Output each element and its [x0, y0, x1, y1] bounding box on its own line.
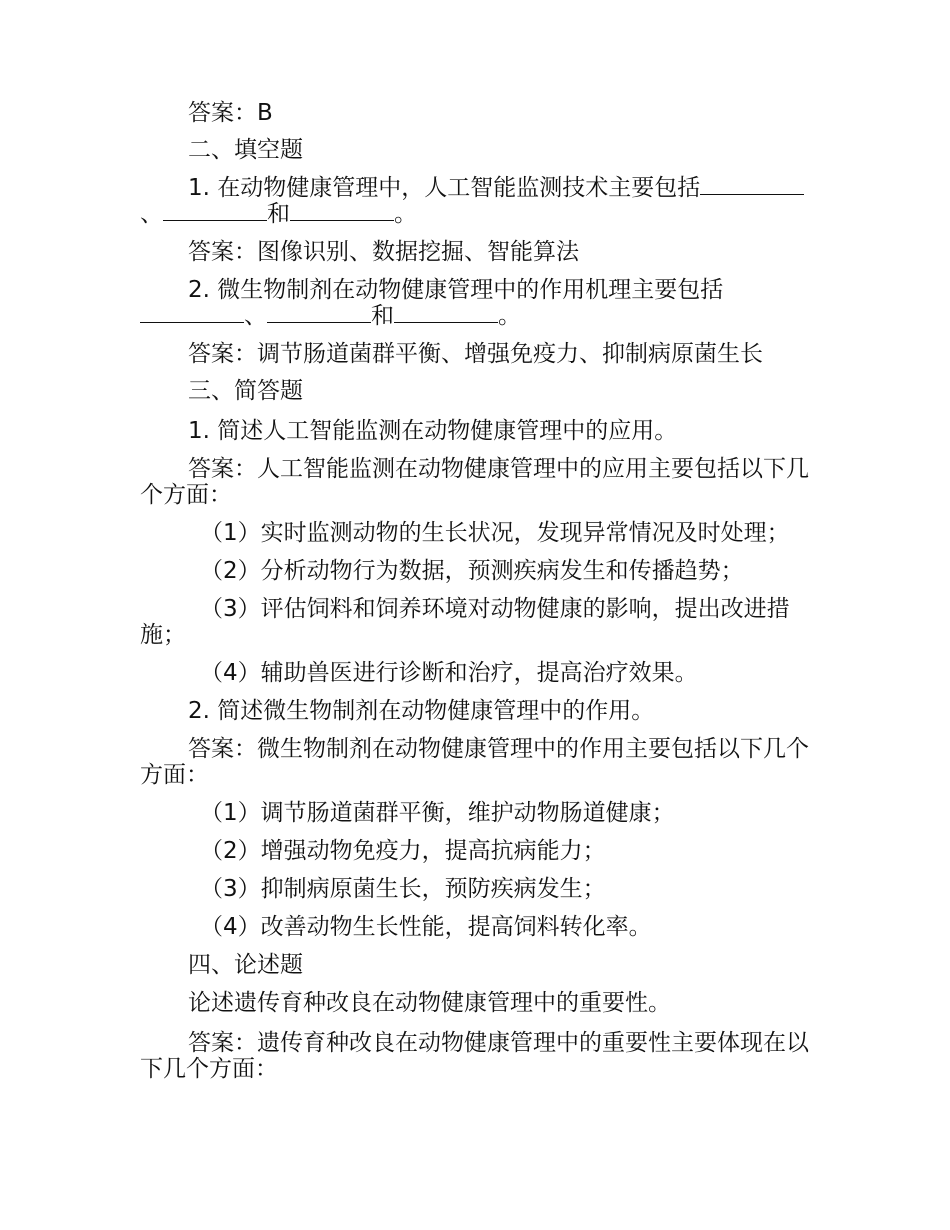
conjunction: 和	[267, 201, 290, 227]
question-text: 1. 在动物健康管理中，人工智能监测技术主要包括	[188, 175, 701, 201]
section-heading-fill-blank: 二、填空题	[188, 137, 303, 163]
blank-line	[140, 304, 244, 323]
answer-list-item: （3）抑制病原菌生长，预防疾病发生；	[200, 876, 606, 902]
fill-question-1	[140, 175, 815, 227]
section-heading-essay: 四、论述题	[188, 952, 303, 978]
answer-list-item: （2）分析动物行为数据，预测疾病发生和传播趋势；	[200, 558, 744, 584]
short-question-1: 1. 简述人工智能监测在动物健康管理中的应用。	[188, 418, 678, 444]
fill-answer-1: 答案：图像识别、数据挖掘、智能算法	[188, 239, 579, 265]
short-answer-2-intro: 答案：微生物制剂在动物健康管理中的作用主要包括以下几个方面：	[140, 736, 809, 788]
document-page	[140, 100, 815, 1082]
essay-answer-intro: 答案：遗传育种改良在动物健康管理中的重要性主要体现在以下几个方面：	[140, 1030, 809, 1082]
conjunction: 和	[371, 303, 394, 329]
section-heading-short-answer: 三、简答题	[188, 378, 303, 404]
blank-line	[267, 304, 371, 323]
short-question-2: 2. 简述微生物制剂在动物健康管理中的作用。	[188, 698, 655, 724]
essay-question: 论述遗传育种改良在动物健康管理中的重要性。	[188, 990, 671, 1016]
answer-line: 答案：B	[188, 100, 273, 126]
answer-list-item: （2）增强动物免疫力，提高抗病能力；	[200, 838, 606, 864]
period: 。	[498, 303, 521, 329]
answer-list-item: （1）实时监测动物的生长状况，发现异常情况及时处理；	[200, 520, 790, 546]
answer-list-item: （1）调节肠道菌群平衡，维护动物肠道健康；	[200, 800, 675, 826]
answer-list-item: （3）评估饲料和饲养环境对动物健康的影响，提出改进措施；	[140, 596, 790, 648]
answer-list-item: （4）改善动物生长性能，提高饲料转化率。	[200, 914, 652, 940]
question-text: 2. 微生物制剂在动物健康管理中的作用机理主要包括	[188, 277, 724, 303]
blank-line	[290, 202, 394, 221]
separator: 、	[244, 303, 267, 329]
blank-line	[163, 202, 267, 221]
fill-question-2	[140, 277, 815, 329]
blank-line	[700, 176, 804, 195]
fill-answer-2: 答案：调节肠道菌群平衡、增强免疫力、抑制病原菌生长	[188, 341, 763, 367]
blank-line	[394, 304, 498, 323]
answer-list-item: （4）辅助兽医进行诊断和治疗，提高治疗效果。	[200, 660, 698, 686]
separator: 、	[140, 201, 163, 227]
short-answer-1-intro: 答案：人工智能监测在动物健康管理中的应用主要包括以下几个方面：	[140, 456, 809, 508]
period: 。	[394, 201, 417, 227]
